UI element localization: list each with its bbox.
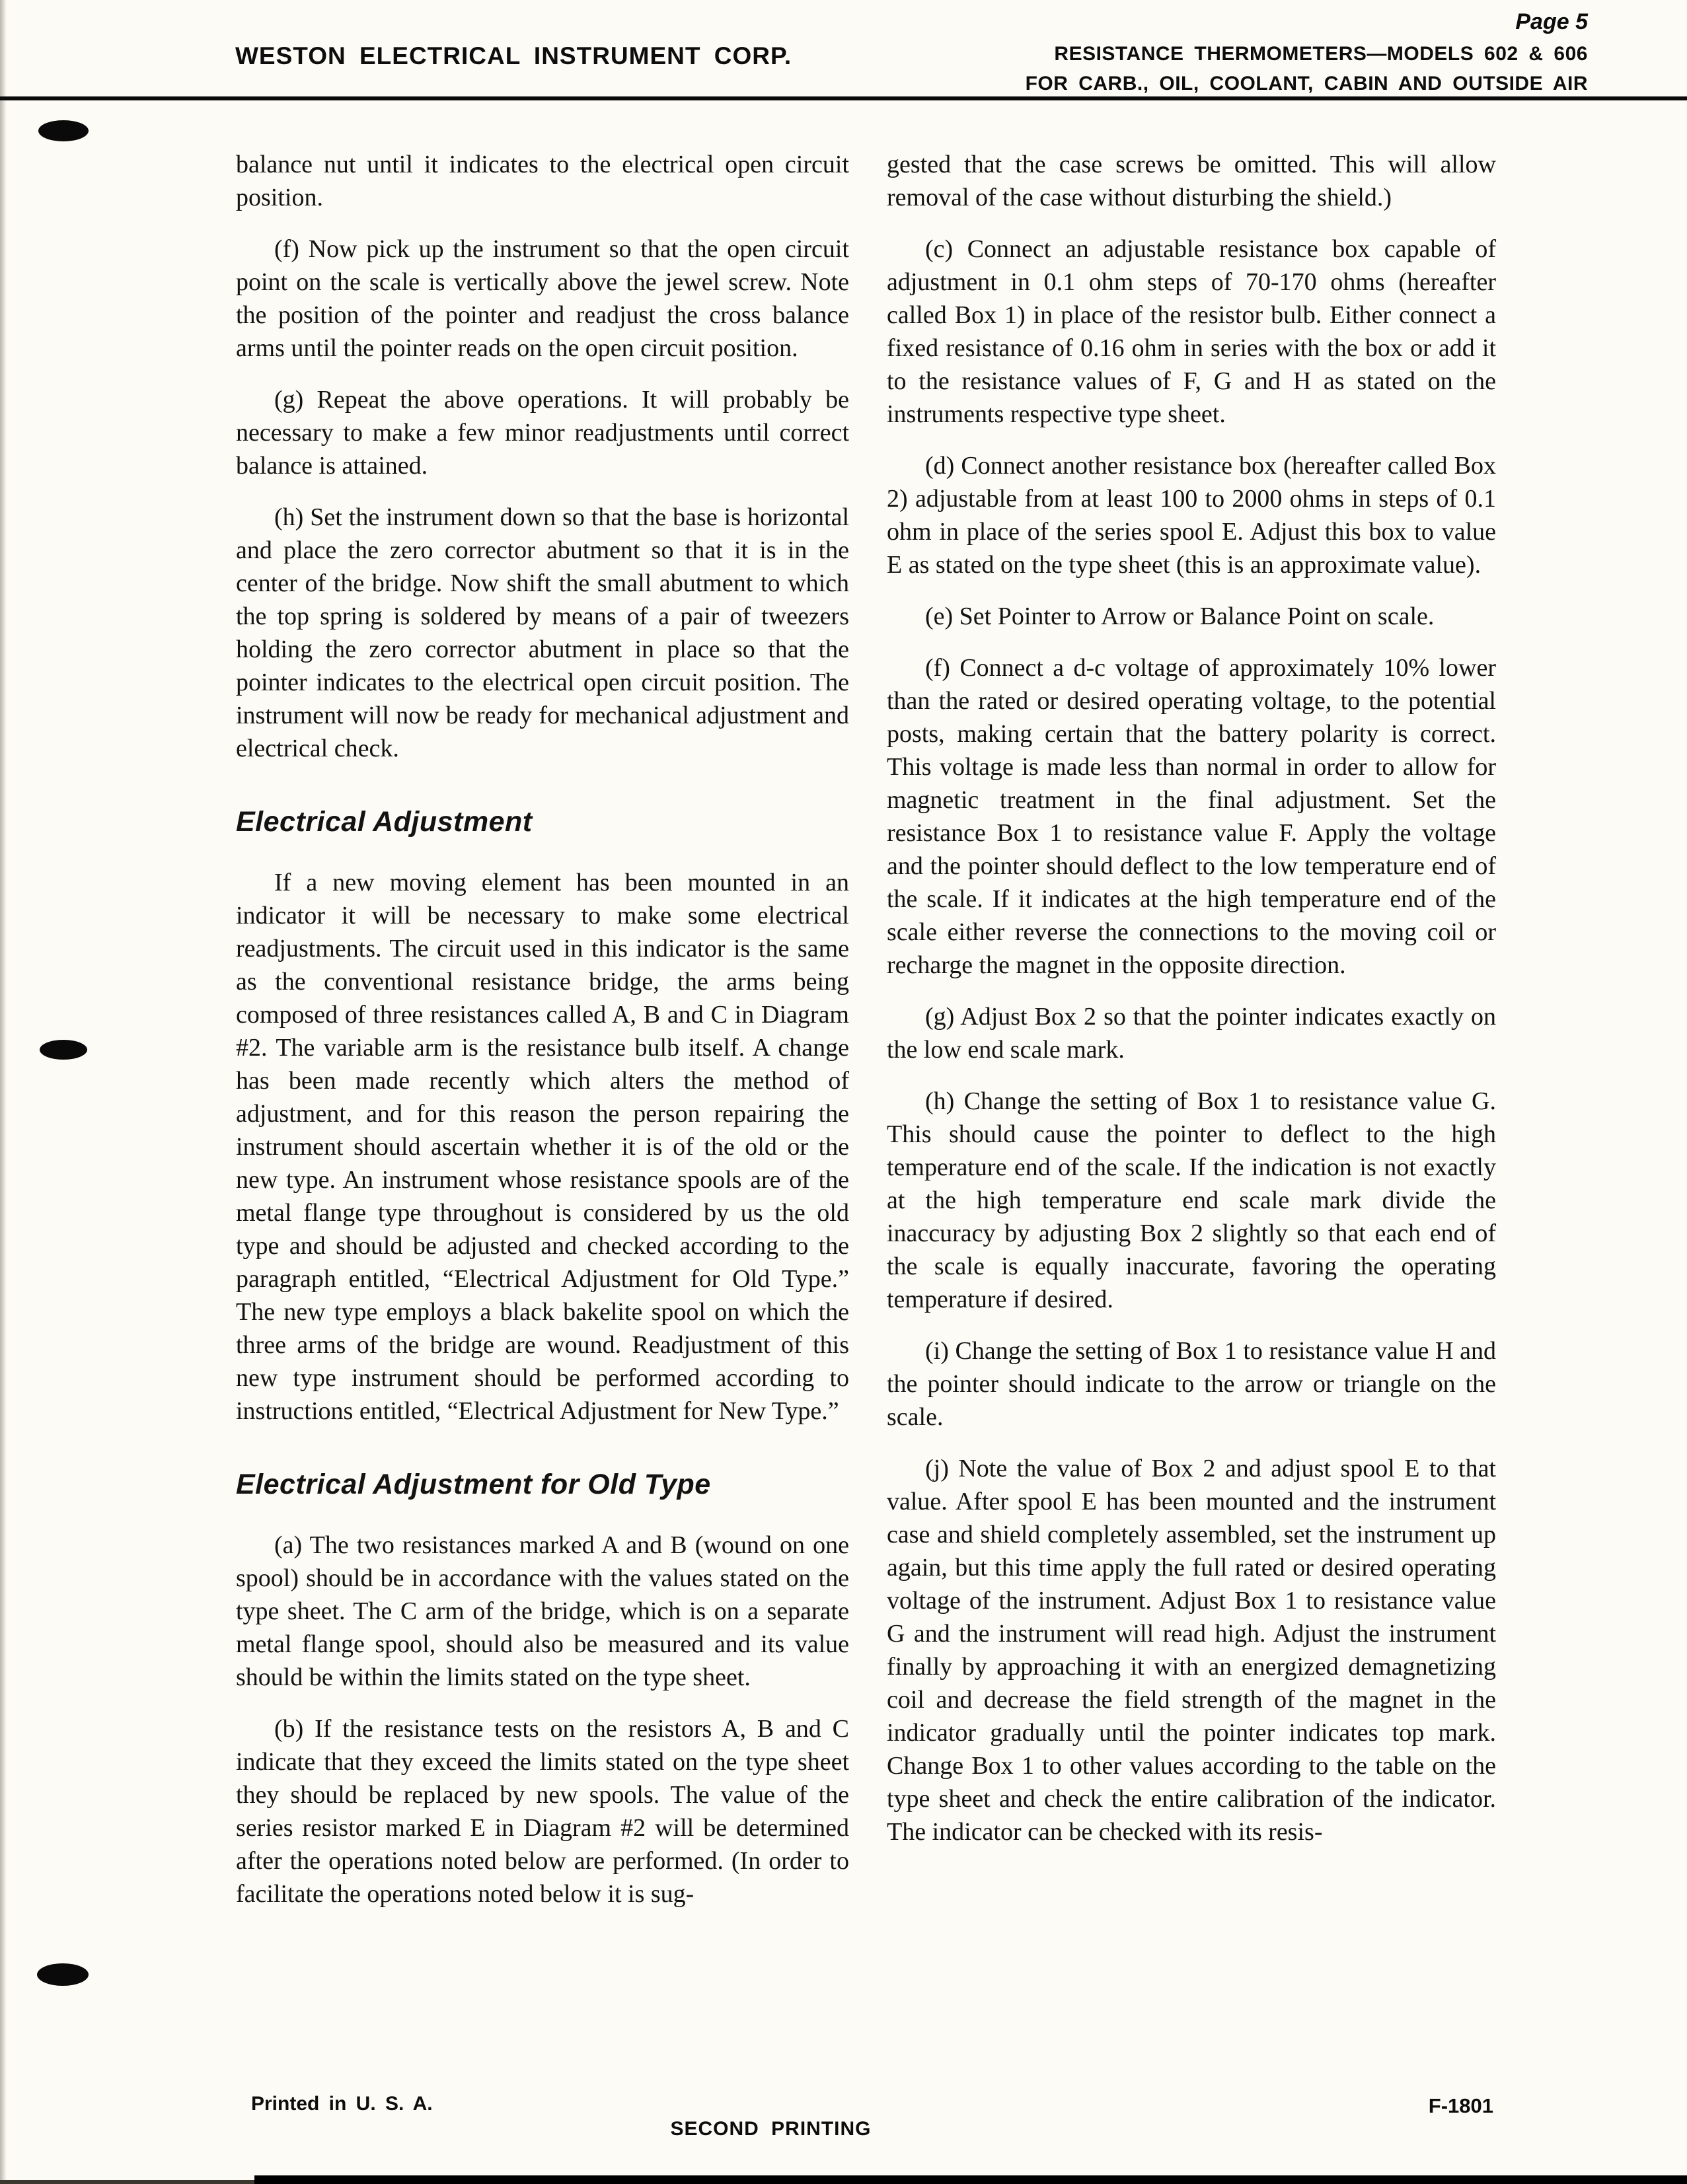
- company-name: WESTON ELECTRICAL INSTRUMENT CORP.: [235, 42, 792, 69]
- paragraph-f-old-type: (f) Connect a d-c voltage of approximately 10% lower than the rated or desired operating voltage, to the potential posts, making certain that the battery polarity is correct. This voltage is made less than normal in order to allow for magnetic treatment in the final adjustment. Set the resistance Box 1 to resistance value F. Apply the voltage and the pointer should deflect to the low temperature end of the scale. If it indicates at the high temperature end of the scale either reverse the connections to the moving coil or recharge the magnet in the opposite direction.: [887, 654, 1496, 979]
- scan-bottom-edge-left: [0, 2180, 254, 2184]
- scan-edge-shadow: [0, 0, 7, 2184]
- left-column: [236, 148, 849, 1929]
- paragraph: balance nut until it indicates to the electrical open circuit position.: [236, 151, 849, 211]
- binder-hole: [38, 120, 89, 141]
- paragraph-continuation: gested that the case screws be omitted. This will allow removal of the case without disturbing the shield.): [887, 151, 1496, 211]
- paragraph-h-mechanical: (h) Set the instrument down so that the base is horizontal and place the zero corrector abutment so that it is in the center of the bridge. Now shift the small abutment to which the top spring is soldered by means of a pair of tweezers holding the zero corrector abutment in place so that the pointer indicates to the electrical open circuit position. The instrument will now be ready for mechanical adjustment and electrical check.: [236, 503, 849, 762]
- doc-title-line-2: FOR CARB., OIL, COOLANT, CABIN AND OUTSIDE AIR: [1025, 73, 1588, 94]
- paragraph-c-old-type: (c) Connect an adjustable resistance box capable of adjustment in 0.1 ohm steps of 70-170 ohms (hereafter called Box 1) in place of the resistor bulb. Either connect a fixed resistance of 0.16 ohm in series with the box or add it to the resistance values of F, G and H as stated on the instruments respective type sheet.: [887, 235, 1496, 428]
- paragraph-h-old-type: (h) Change the setting of Box 1 to resistance value G. This should cause the pointer to deflect to the high temperature end of the scale. If the indication is not exactly at the high temperature end scale mark divide the inaccuracy by adjusting Box 2 slightly so that each end of the scale is equally inaccurate, favoring the operating temperature if desired.: [887, 1087, 1496, 1313]
- binder-hole: [40, 1040, 87, 1060]
- paragraph-f-mechanical: (f) Now pick up the instrument so that the open circuit point on the scale is vertically above the jewel screw. Note the position of the pointer and readjust the cross balance arms until the pointer reads on the open circuit position.: [236, 235, 849, 362]
- doc-title-line-1: RESISTANCE THERMOMETERS—MODELS 602 & 606: [1054, 43, 1588, 65]
- paragraph-e-old-type: (e) Set Pointer to Arrow or Balance Point on scale.: [925, 602, 1435, 630]
- footer-printed-in: Printed in U. S. A.: [251, 2093, 433, 2115]
- paragraph-b-old-type: (b) If the resistance tests on the resistors A, B and C indicate that they exceed the limits stated on the type sheet they should be replaced by new spools. The value of the series resistor marked E in Diagram #2 will be determined after the operations noted below are performed. (In order to facilitate the operations noted below it is sug-: [236, 1715, 849, 1908]
- paragraph-g-old-type: (g) Adjust Box 2 so that the pointer indicates exactly on the low end scale mark.: [887, 1003, 1496, 1064]
- paragraph-a-old-type: (a) The two resistances marked A and B (wound on one spool) should be in accordance with the values stated on the type sheet. The C arm of the bridge, which is on a separate metal flange spool, should also be measured and its value should be within the limits stated on the type sheet.: [236, 1531, 849, 1691]
- paragraph-i-old-type: (i) Change the setting of Box 1 to resistance value H and the pointer should indicate to the arrow or triangle on the scale.: [887, 1337, 1496, 1431]
- right-column: [887, 148, 1496, 1867]
- section-heading-electrical-adjustment-old-type: Electrical Adjustment for Old Type: [236, 1469, 711, 1500]
- header-right-block: [1026, 9, 1588, 98]
- paragraph-d-old-type: (d) Connect another resistance box (hereafter called Box 2) adjustable from at least 100 to 2000 ohms in steps of 0.1 ohm in place of the series spool E. Adjust this box to value E as stated on the type sheet (this is an approximate value).: [887, 452, 1496, 579]
- paragraph-electrical-adjustment-intro: If a new moving element has been mounted in an indicator it will be necessary to make some electrical readjustments. The circuit used in this indicator is the same as the conventional resistance bridge, the arms being composed of three resistances called A, B and C in Diagram #2. The variable arm is the resistance bulb itself. A change has been made recently which alters the method of adjustment, and for this reason the person repairing the instrument should ascertain whether it is of the old or the new type. An instrument whose resistance spools are of the metal flange type throughout is considered by us the old type and should be adjusted and checked according to the paragraph entitled, “Electrical Adjustment for Old Type.” The new type employs a black bakelite spool on which the three arms of the bridge are wound. Readjustment of this new type instrument should be performed according to instructions entitled, “Electrical Adjustment for New Type.”: [236, 869, 849, 1425]
- section-heading-electrical-adjustment: Electrical Adjustment: [236, 806, 533, 838]
- paragraph-j-old-type: (j) Note the value of Box 2 and adjust spool E to that value. After spool E has been mounted and the instrument case and shield completely assembled, set the instrument up again, but this time apply the full rated or desired operating voltage of the instrument. Adjust Box 1 to resistance value G and the instrument will read high. Adjust the instrument finally by approaching it with an energized demagnetizing coil and decrease the field strength of the magnet in the indicator gradually until the pointer indicates top mark. Change Box 1 to other values according to the table on the type sheet and check the entire calibration of the indicator. The indicator can be checked with its resis-: [887, 1455, 1496, 1846]
- footer-printing-note: SECOND PRINTING: [670, 2118, 872, 2140]
- footer-form-number: F-1801: [1428, 2094, 1493, 2117]
- paragraph-g-mechanical: (g) Repeat the above operations. It will probably be necessary to make a few minor readjustments until correct balance is attained.: [236, 386, 849, 480]
- scan-bottom-edge: [254, 2175, 1687, 2184]
- page-number: Page 5: [1515, 9, 1588, 34]
- binder-hole: [37, 1963, 89, 1986]
- header-rule: [0, 96, 1687, 100]
